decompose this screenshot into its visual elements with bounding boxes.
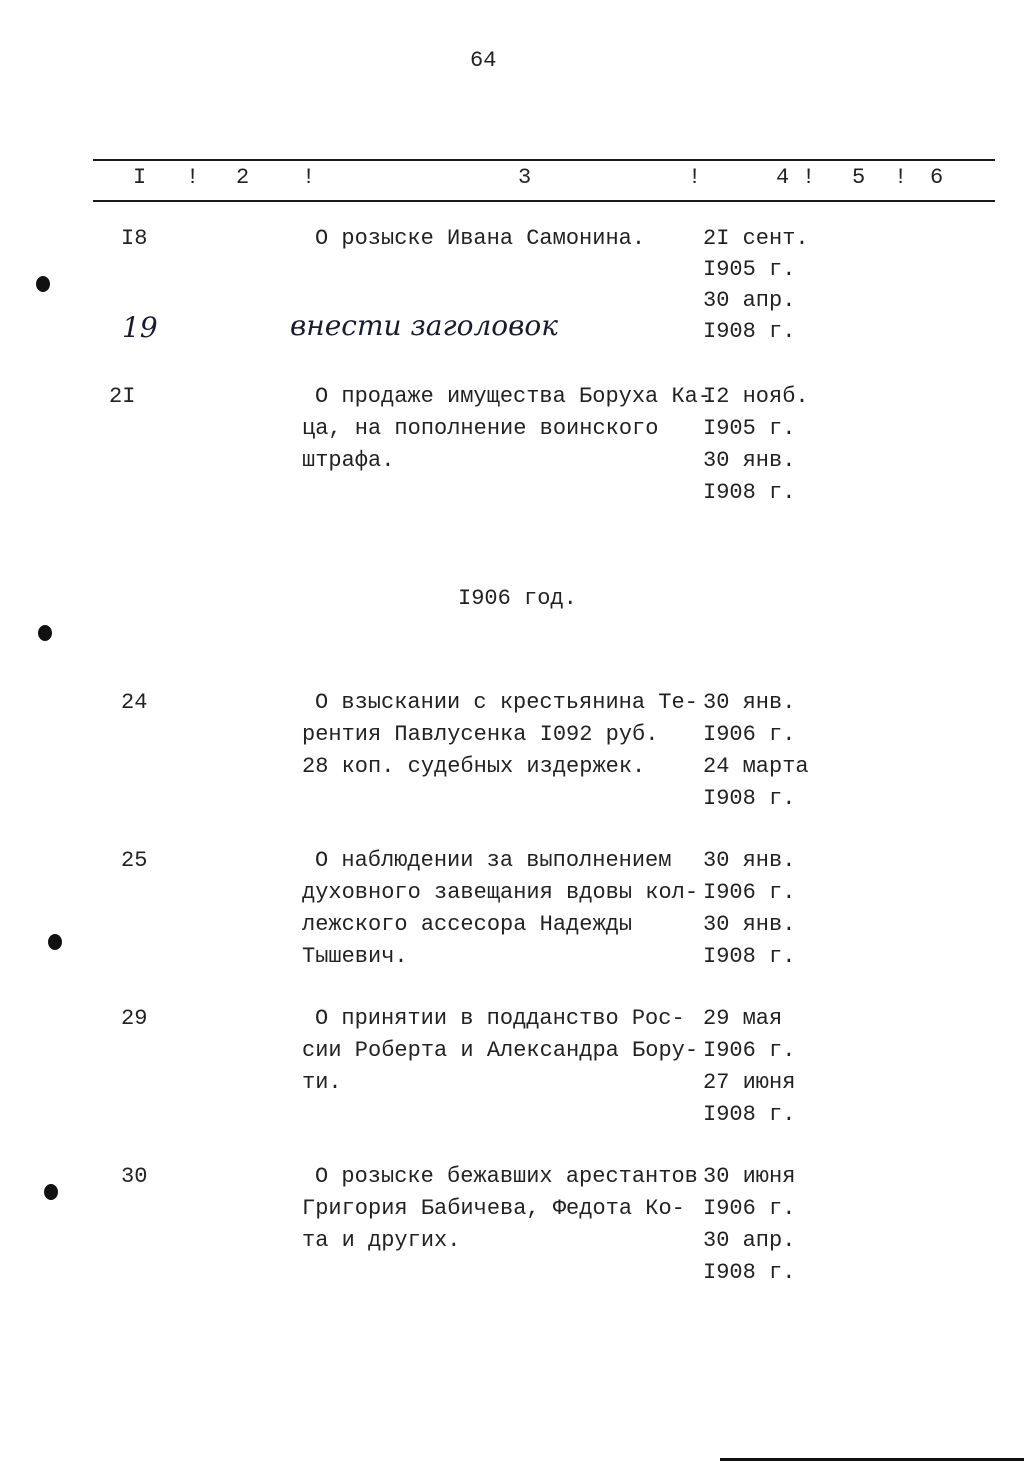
entry-text-line: ца, на пополнение воинского [302, 416, 659, 441]
entry-number: 2I [109, 384, 136, 409]
col-header-3: 3 [518, 165, 532, 190]
entry-date-line: I905 г. [703, 416, 796, 441]
entry-text-line: О принятии в подданство Рос- [315, 1006, 685, 1031]
header-bottom-rule [93, 200, 995, 202]
entry-date-line: I905 г. [703, 257, 796, 282]
entry-date-line: 30 янв. [703, 848, 796, 873]
entry-text-line: 28 коп. судебных издержек. [302, 754, 646, 779]
punch-hole-icon [36, 276, 50, 292]
punch-hole-icon [44, 1184, 58, 1200]
entry-text-line: ти. [302, 1070, 342, 1095]
handwritten-note: внести заголовок [290, 309, 559, 342]
entry-number: 25 [121, 848, 148, 873]
section-heading: I906 год. [458, 586, 577, 611]
entry-date-line: 24 марта [703, 754, 809, 779]
col-header-5: 5 [852, 165, 866, 190]
entry-number: 29 [121, 1006, 148, 1031]
entry-date-line: I908 г. [703, 944, 796, 969]
page-number: 64 [470, 48, 497, 73]
col-header-1: I [133, 165, 147, 190]
entry-number: 30 [121, 1164, 148, 1189]
col-separator: ! [302, 165, 316, 190]
entry-date-line: 30 янв. [703, 448, 796, 473]
col-separator: ! [894, 165, 908, 190]
entry-text-line: рентия Павлусенка I092 руб. [302, 722, 659, 747]
entry-text-line: та и других. [302, 1228, 461, 1253]
entry-date-line: I908 г. [703, 480, 796, 505]
punch-hole-icon [48, 934, 62, 950]
entry-date-line: I906 г. [703, 1196, 796, 1221]
col-header-2: 2 [236, 165, 250, 190]
header-top-rule [93, 159, 995, 161]
entry-date-line: I908 г. [703, 1260, 796, 1285]
entry-text-line: О розыске бежавших арестантов [315, 1164, 698, 1189]
entry-date-line: 2I сент. [703, 226, 809, 251]
entry-text-line: О продаже имущества Боруха Ка- [315, 384, 712, 409]
entry-date-line: I908 г. [703, 1102, 796, 1127]
entry-text-line: лежского ассесора Надежды [302, 912, 633, 937]
entry-date-line: I908 г. [703, 319, 796, 344]
col-separator: ! [802, 165, 816, 190]
entry-date-line: I908 г. [703, 786, 796, 811]
entry-date-line: 30 июня [703, 1164, 796, 1189]
col-separator: ! [186, 165, 200, 190]
handwritten-entry-number: 19 [122, 311, 158, 344]
entry-date-line: 27 июня [703, 1070, 796, 1095]
entry-text-line: О наблюдении за выполнением [315, 848, 672, 873]
entry-text-line: Тышевич. [302, 944, 408, 969]
entry-text-line: духовного завещания вдовы кол- [302, 880, 699, 905]
entry-date-line: I2 нояб. [703, 384, 809, 409]
entry-text-line: штрафа. [302, 448, 395, 473]
col-header-6: 6 [930, 165, 944, 190]
col-separator: ! [688, 165, 702, 190]
entry-date-line: 30 янв. [703, 912, 796, 937]
entry-date-line: I906 г. [703, 722, 796, 747]
entry-text-line: О розыске Ивана Самонина. [315, 226, 646, 251]
col-header-4: 4 [776, 165, 790, 190]
entry-date-line: 30 янв. [703, 690, 796, 715]
bottom-edge-line [720, 1458, 1024, 1461]
entry-date-line: 30 апр. [703, 1228, 796, 1253]
entry-date-line: 30 апр. [703, 288, 796, 313]
entry-date-line: 29 мая [703, 1006, 783, 1031]
entry-text-line: О взыскании с крестьянина Те- [315, 690, 698, 715]
entry-number: 24 [121, 690, 148, 715]
entry-number: I8 [121, 226, 148, 251]
punch-hole-icon [38, 625, 52, 641]
entry-date-line: I906 г. [703, 880, 796, 905]
entry-text-line: сии Роберта и Александра Бору- [302, 1038, 699, 1063]
entry-text-line: Григория Бабичева, Федота Ко- [302, 1196, 685, 1221]
entry-date-line: I906 г. [703, 1038, 796, 1063]
